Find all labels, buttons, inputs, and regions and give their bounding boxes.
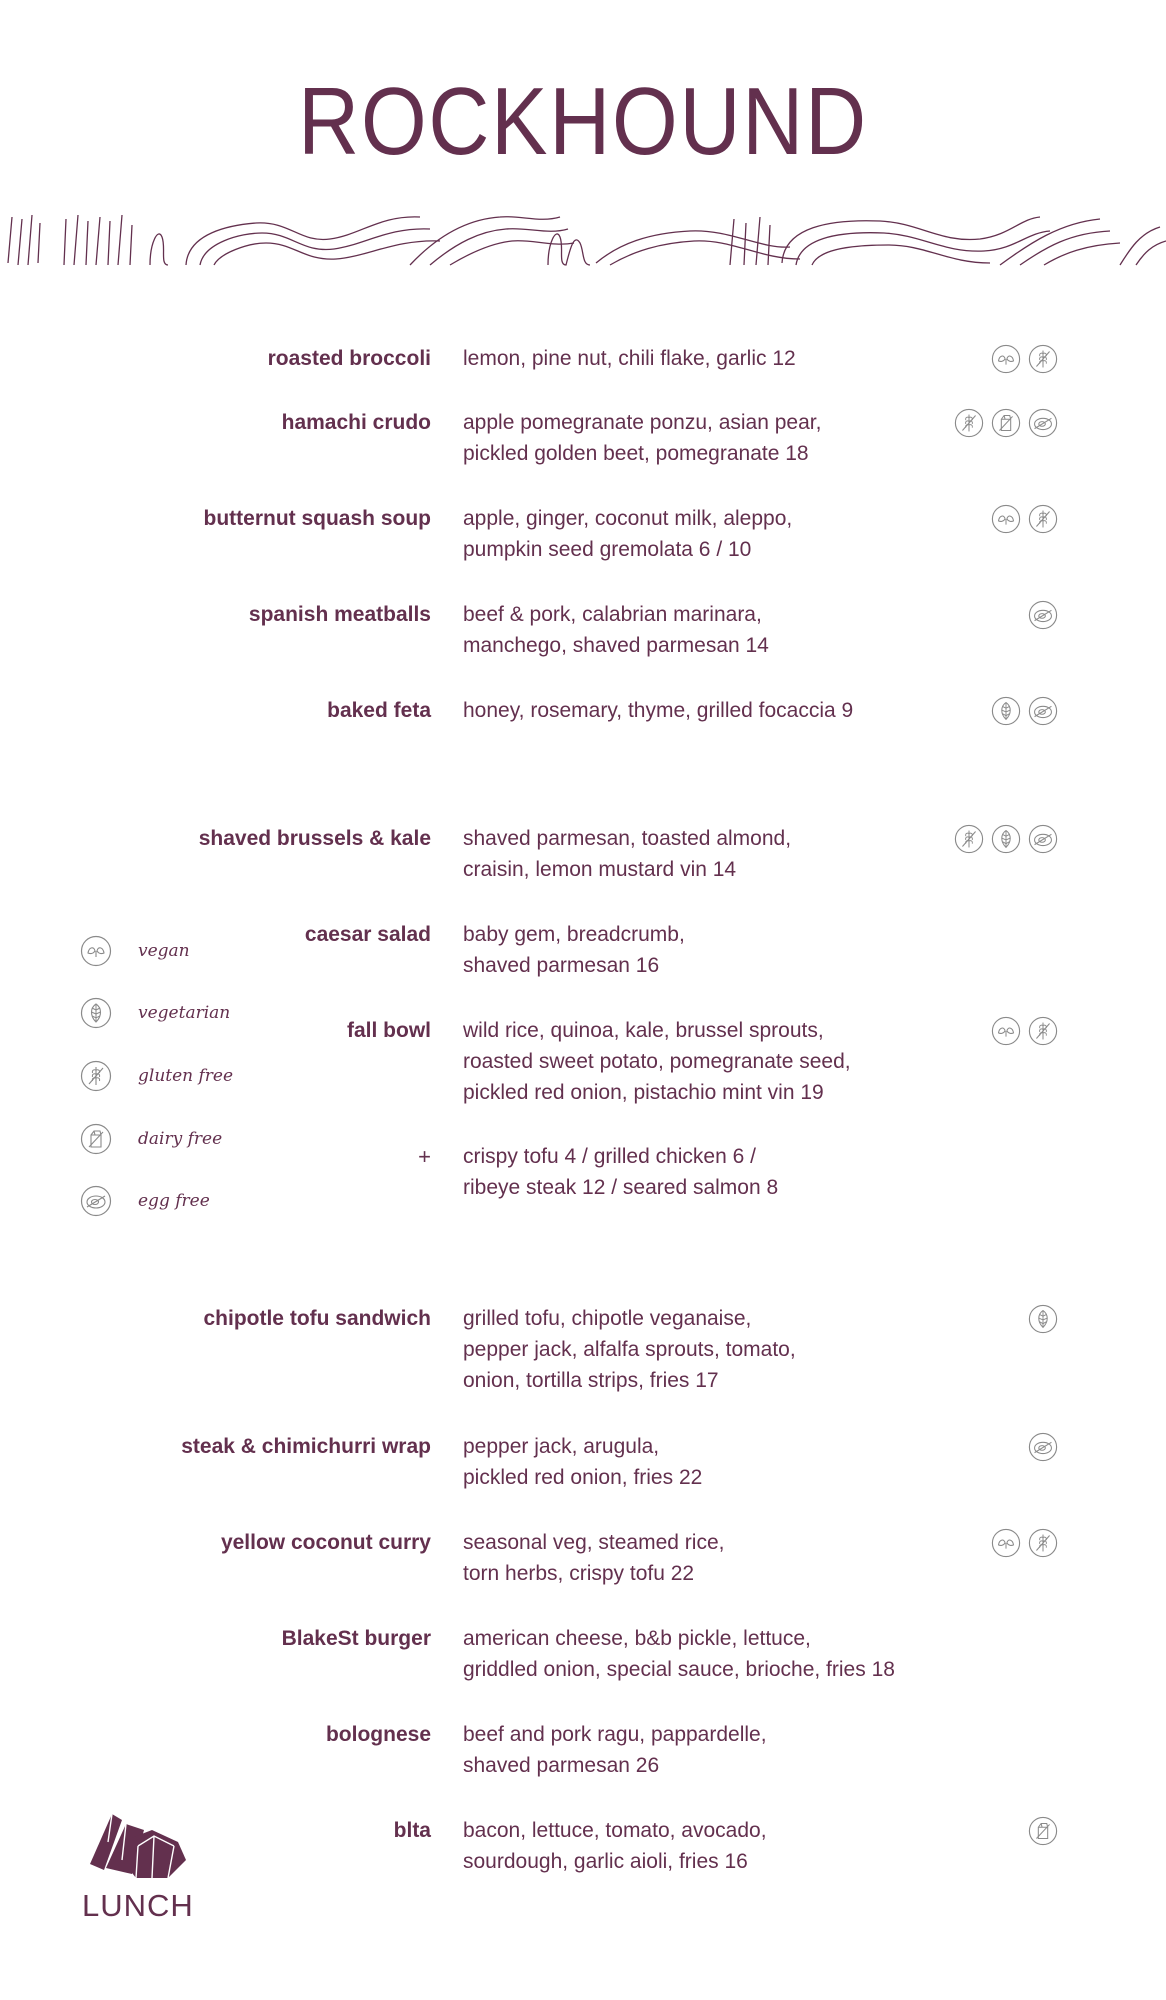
menu-item-name: butternut squash soup xyxy=(203,507,431,530)
legend-row-gluten-free xyxy=(80,1060,233,1092)
gluten-free-icon xyxy=(954,408,984,438)
menu-item-description: bacon, lettuce, tomato, avocado, sourdough, garlic aioli, fries 16 xyxy=(463,1819,767,1873)
menu-item-description: honey, rosemary, thyme, grilled focaccia 9 xyxy=(463,699,854,722)
egg-free-icon xyxy=(80,1185,112,1217)
dairy-free-icon xyxy=(80,1123,112,1155)
legend-label: egg free xyxy=(138,1191,210,1211)
menu-item-diet-icons xyxy=(1028,1304,1058,1334)
legend-label: vegan xyxy=(138,941,190,961)
legend-row-egg-free xyxy=(80,1185,210,1217)
menu-item-description: wild rice, quinoa, kale, brussel sprouts, roasted sweet potato, pomegranate seed, pickled red onion, pistachio mint vin 19 xyxy=(463,1019,851,1104)
vegetarian-icon xyxy=(1028,1304,1058,1334)
vegetarian-icon xyxy=(80,997,112,1029)
menu-item-description: pepper jack, arugula, pickled red onion, fries 22 xyxy=(463,1435,703,1489)
gluten-free-icon xyxy=(1028,1528,1058,1558)
topographic-divider xyxy=(0,203,1166,275)
vegan-icon xyxy=(991,504,1021,534)
menu-item-description: grilled tofu, chipotle veganaise, pepper jack, alfalfa sprouts, tomato, onion, tortilla strips, fries 17 xyxy=(463,1307,796,1392)
gluten-free-icon xyxy=(1028,344,1058,374)
menu-item-diet-icons xyxy=(1028,600,1058,630)
egg-free-icon xyxy=(1028,408,1058,438)
menu-section-title: LUNCH xyxy=(82,1888,194,1923)
menu-item-name: blta xyxy=(393,1819,431,1842)
restaurant-title: ROCKHOUND xyxy=(298,68,868,175)
menu-item-description: shaved parmesan, toasted almond, craisin, lemon mustard vin 14 xyxy=(463,827,792,881)
egg-free-icon xyxy=(1028,824,1058,854)
menu-item-diet-icons xyxy=(991,344,1058,374)
vegan-icon xyxy=(991,1016,1021,1046)
addon-plus: + xyxy=(418,1144,431,1169)
legend-dairy-free-icon xyxy=(80,1123,112,1155)
gluten-free-icon xyxy=(954,824,984,854)
addon-description: crispy tofu 4 / grilled chicken 6 / ribeye steak 12 / seared salmon 8 xyxy=(463,1145,779,1199)
menu-item-diet-icons xyxy=(1028,1816,1058,1846)
menu-item-name: hamachi crudo xyxy=(281,411,431,434)
vegan-icon xyxy=(80,935,112,967)
menu-item-diet-icons xyxy=(954,824,1058,854)
menu-item-name: shaved brussels & kale xyxy=(198,827,431,850)
legend-label: vegetarian xyxy=(138,1003,231,1023)
legend-label: gluten free xyxy=(138,1066,234,1086)
menu-item-description: beef & pork, calabrian marinara, manchego, shaved parmesan 14 xyxy=(463,603,769,657)
menu-item-name: bolognese xyxy=(325,1723,431,1746)
dairy-free-icon xyxy=(1028,1816,1058,1846)
crystal-logo-icon xyxy=(82,1800,200,1880)
menu-item-diet-icons xyxy=(1028,1432,1058,1462)
menu-item-description: baby gem, breadcrumb, shaved parmesan 16 xyxy=(463,923,685,977)
gluten-free-icon xyxy=(1028,1016,1058,1046)
menu-item-description: apple pomegranate ponzu, asian pear, pickled golden beet, pomegranate 18 xyxy=(463,411,822,465)
menu-item-diet-icons xyxy=(954,408,1058,438)
menu-item-name: yellow coconut curry xyxy=(220,1531,431,1554)
menu-item-name: chipotle tofu sandwich xyxy=(203,1307,431,1330)
menu-item-description: american cheese, b&b pickle, lettuce, griddled onion, special sauce, brioche, fries 18 xyxy=(463,1627,895,1681)
egg-free-icon xyxy=(1028,600,1058,630)
legend-vegetarian-icon xyxy=(80,997,112,1029)
legend-row-vegan xyxy=(80,935,190,967)
menu-item-description: apple, ginger, coconut milk, aleppo, pumpkin seed gremolata 6 / 10 xyxy=(463,507,793,561)
legend-row-vegetarian xyxy=(80,997,230,1029)
legend-label: dairy free xyxy=(138,1129,223,1149)
menu-item-name: roasted broccoli xyxy=(267,347,431,370)
legend-egg-free-icon xyxy=(80,1185,112,1217)
menu-item-name: spanish meatballs xyxy=(248,603,431,626)
menu-item-name: caesar salad xyxy=(304,923,431,946)
menu-item-name: steak & chimichurri wrap xyxy=(181,1435,431,1458)
menu-item-diet-icons xyxy=(991,504,1058,534)
gluten-free-icon xyxy=(1028,504,1058,534)
menu-item-description: beef and pork ragu, pappardelle, shaved parmesan 26 xyxy=(463,1723,767,1777)
vegetarian-icon xyxy=(991,696,1021,726)
legend-vegan-icon xyxy=(80,935,112,967)
vegetarian-icon xyxy=(991,824,1021,854)
vegan-icon xyxy=(991,1528,1021,1558)
menu-item-name: fall bowl xyxy=(347,1019,431,1042)
legend-row-dairy-free xyxy=(80,1123,222,1155)
menu-item-diet-icons xyxy=(991,1528,1058,1558)
menu-item-description: lemon, pine nut, chili flake, garlic 12 xyxy=(463,347,796,370)
menu-item-diet-icons xyxy=(991,696,1058,726)
menu-item-description: seasonal veg, steamed rice, torn herbs, crispy tofu 22 xyxy=(463,1531,725,1585)
menu-item-name: baked feta xyxy=(327,699,431,722)
menu-item-name: BlakeSt burger xyxy=(281,1627,431,1650)
menu-item-diet-icons xyxy=(991,1016,1058,1046)
egg-free-icon xyxy=(1028,696,1058,726)
gluten-free-icon xyxy=(80,1060,112,1092)
legend-gluten-free-icon xyxy=(80,1060,112,1092)
vegan-icon xyxy=(991,344,1021,374)
dairy-free-icon xyxy=(991,408,1021,438)
egg-free-icon xyxy=(1028,1432,1058,1462)
